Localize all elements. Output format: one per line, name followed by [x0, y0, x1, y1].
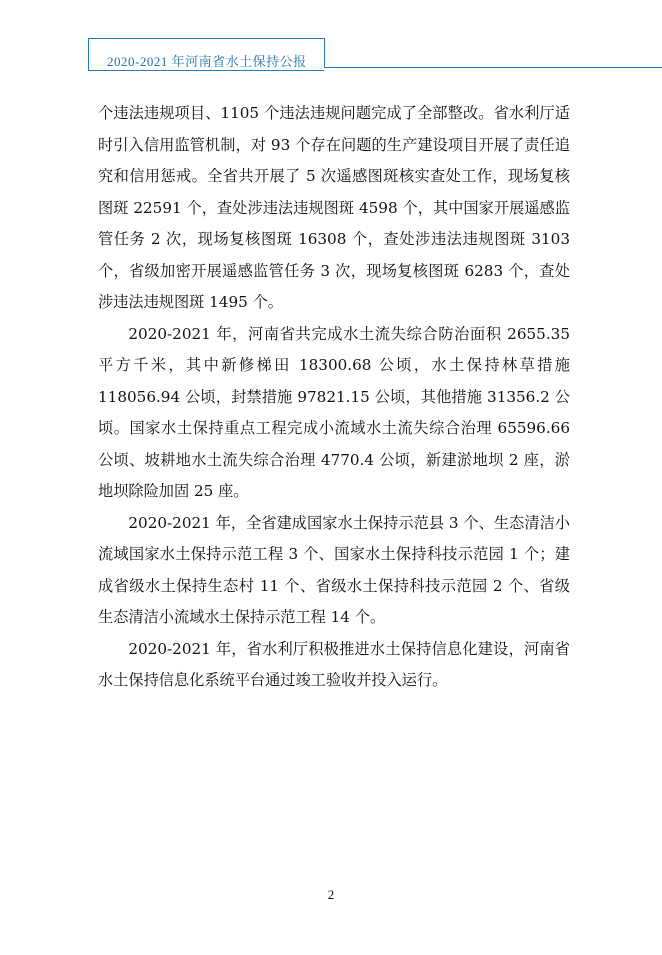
body-text — [98, 98, 570, 697]
running-header-title: 2020-2021 年河南省水土保持公报 — [107, 54, 307, 69]
paragraph-continuation: 个违法违规项目、1105 个违法违规问题完成了全部整改。省水利厅适时引入信用监管机制，对 93 个存在问题的生产建设项目开展了责任追究和信用惩戒。全省共开展了 5 次遥感图斑核实查处工作，现场复核图斑 22591 个，查处涉违法违规图斑 4598 个，其中国家开展遥感监管任务 2 次，现场复核图斑 16308 个，查处涉违法违规图斑 3103 个，省级加密开展遥感监管任务 3 次，现场复核图斑 6283 个，查处涉违法违规图斑 1495 个。 — [98, 104, 570, 311]
header-rule-step — [324, 38, 325, 68]
header-rule-bottom — [324, 67, 662, 68]
paragraph-demonstration: 2020-2021 年，全省建成国家水土保持示范县 3 个、生态清洁小流域国家水土保持示范工程 3 个、国家水土保持科技示范园 1 个；建成省级水土保持生态村 11 个、省级水土保持科技示范园 2 个、省级生态清洁小流域水土保持示范工程 14 个。 — [98, 513, 570, 626]
header-rule-under — [88, 70, 324, 71]
paragraph-prevention-area: 2020-2021 年，河南省共完成水土流失综合防治面积 2655.35 平方千米，其中新修梯田 18300.68 公顷，水土保持林草措施 118056.94 公顷，封禁措施 97821.15 公顷，其他措施 31356.2 公顷。国家水土保持重点工程完成小流域水土流失综合治理 65596.66 公顷、坡耕地水土流失综合治理 4770.4 公顷，新建淤地坝 2 座，淤地坝除险加固 25 座。 — [98, 324, 570, 500]
header-rule-left — [88, 38, 89, 70]
page-number: 2 — [327, 887, 335, 902]
paragraph-informatization: 2020-2021 年，省水利厅积极推进水土保持信息化建设，河南省水土保持信息化系统平台通过竣工验收并投入运行。 — [98, 639, 570, 689]
header-rule-top — [88, 38, 324, 39]
